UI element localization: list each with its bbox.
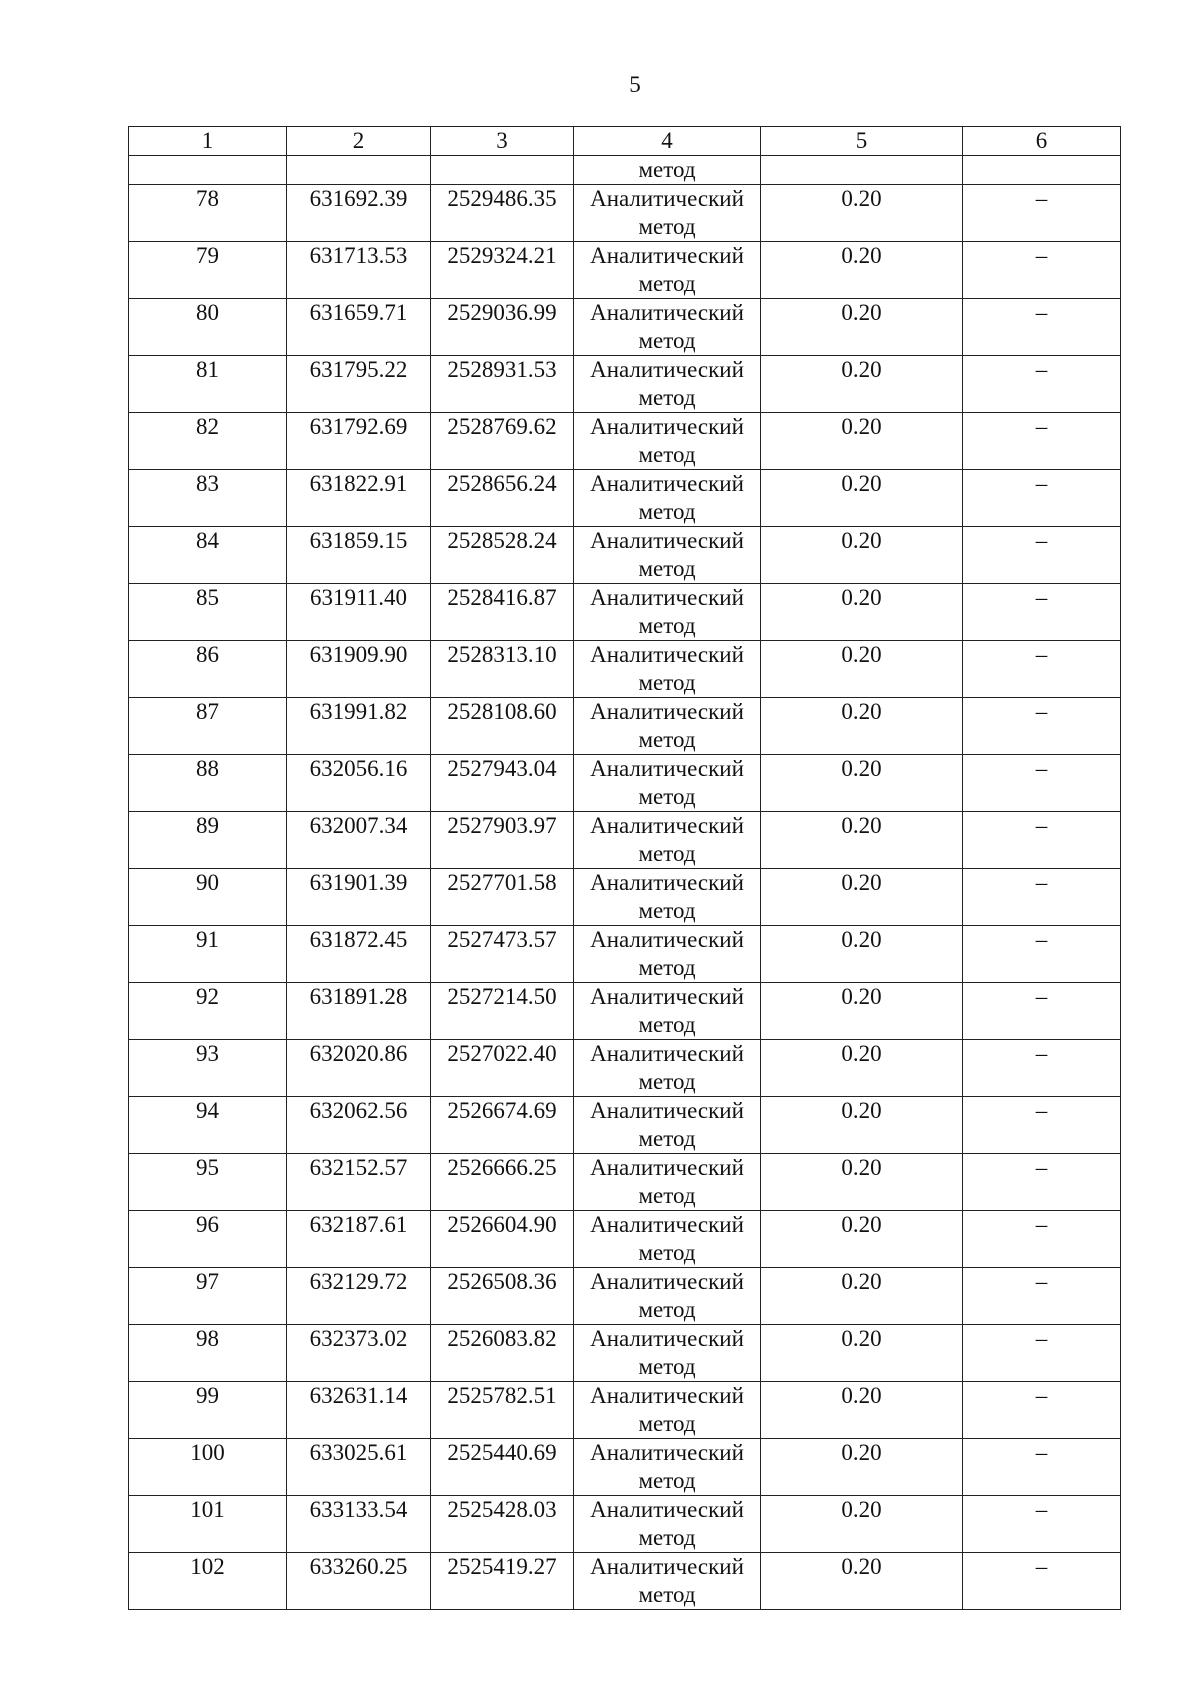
- method-line-2: метод: [638, 385, 696, 410]
- point-number-cell: 89: [129, 812, 287, 869]
- method-cell: [574, 1211, 761, 1268]
- y-coordinate-cell: 2529486.35: [431, 185, 574, 242]
- table-row: [129, 1439, 1121, 1496]
- method-cell: [574, 698, 761, 755]
- x-coordinate-cell: 631991.82: [287, 698, 431, 755]
- method-line-2: метод: [638, 784, 696, 809]
- y-coordinate-cell: 2528769.62: [431, 413, 574, 470]
- x-coordinate-cell: 632373.02: [287, 1325, 431, 1382]
- method-line-2: метод: [638, 1126, 696, 1151]
- y-coordinate-cell: 2526083.82: [431, 1325, 574, 1382]
- method-cell: [574, 470, 761, 527]
- y-coordinate-cell: 2527214.50: [431, 983, 574, 1040]
- y-coordinate-cell: 2525419.27: [431, 1553, 574, 1610]
- description-cell: –: [963, 926, 1121, 983]
- description-cell: –: [963, 470, 1121, 527]
- point-number-cell: 91: [129, 926, 287, 983]
- description-cell: –: [963, 641, 1121, 698]
- table-row: [129, 1211, 1121, 1268]
- method-line-1: Аналитический: [590, 1212, 744, 1237]
- x-coordinate-cell: 632020.86: [287, 1040, 431, 1097]
- method-line-1: Аналитический: [590, 1383, 744, 1408]
- continuation-row: [129, 156, 1121, 185]
- table-row: [129, 527, 1121, 584]
- y-coordinate-cell: 2528656.24: [431, 470, 574, 527]
- x-coordinate-cell: 632062.56: [287, 1097, 431, 1154]
- method-line-1: Аналитический: [590, 699, 744, 724]
- y-coordinate-cell: 2525440.69: [431, 1439, 574, 1496]
- table-row: [129, 983, 1121, 1040]
- point-number-cell: 95: [129, 1154, 287, 1211]
- description-cell: –: [963, 527, 1121, 584]
- method-line-2: метод: [638, 613, 696, 638]
- accuracy-cell: 0.20: [761, 299, 963, 356]
- method-line-2: метод: [638, 841, 696, 866]
- point-number-cell: 92: [129, 983, 287, 1040]
- method-line-2: метод: [638, 1354, 696, 1379]
- x-coordinate-cell: 633133.54: [287, 1496, 431, 1553]
- x-coordinate-cell: 631792.69: [287, 413, 431, 470]
- y-coordinate-cell: 2526666.25: [431, 1154, 574, 1211]
- method-line-2: метод: [638, 1297, 696, 1322]
- method-line-1: Аналитический: [590, 186, 744, 211]
- y-coordinate-cell: 2529324.21: [431, 242, 574, 299]
- description-cell: –: [963, 698, 1121, 755]
- table-row: [129, 1040, 1121, 1097]
- table-cell: [287, 156, 431, 185]
- point-number-cell: 87: [129, 698, 287, 755]
- method-line-2: метод: [638, 1183, 696, 1208]
- x-coordinate-cell: 631911.40: [287, 584, 431, 641]
- point-number-cell: 81: [129, 356, 287, 413]
- header-cell: 4: [574, 127, 761, 156]
- accuracy-cell: 0.20: [761, 1268, 963, 1325]
- method-line-1: Аналитический: [590, 414, 744, 439]
- accuracy-cell: 0.20: [761, 1439, 963, 1496]
- method-line-2: метод: [638, 499, 696, 524]
- header-cell: 3: [431, 127, 574, 156]
- method-line-2: метод: [638, 1582, 696, 1607]
- x-coordinate-cell: 631692.39: [287, 185, 431, 242]
- description-cell: –: [963, 1097, 1121, 1154]
- method-line-2: метод: [638, 214, 696, 239]
- accuracy-cell: 0.20: [761, 869, 963, 926]
- point-number-cell: 94: [129, 1097, 287, 1154]
- method-cell: [574, 242, 761, 299]
- method-line-1: Аналитический: [590, 984, 744, 1009]
- method-cell: [574, 1382, 761, 1439]
- table-row: [129, 812, 1121, 869]
- table-header-row: [129, 127, 1121, 156]
- table-row: [129, 1268, 1121, 1325]
- table-row: [129, 242, 1121, 299]
- method-cell: [574, 1097, 761, 1154]
- accuracy-cell: 0.20: [761, 242, 963, 299]
- method-line-2: метод: [638, 670, 696, 695]
- description-cell: –: [963, 242, 1121, 299]
- description-cell: –: [963, 755, 1121, 812]
- point-number-cell: 102: [129, 1553, 287, 1610]
- header-cell: 2: [287, 127, 431, 156]
- x-coordinate-cell: 632056.16: [287, 755, 431, 812]
- method-line-2: метод: [638, 1525, 696, 1550]
- method-line-2: метод: [638, 556, 696, 581]
- x-coordinate-cell: 631891.28: [287, 983, 431, 1040]
- method-cell: [574, 299, 761, 356]
- method-cell: [574, 527, 761, 584]
- method-cell: [574, 1268, 761, 1325]
- x-coordinate-cell: 631822.91: [287, 470, 431, 527]
- description-cell: –: [963, 584, 1121, 641]
- description-cell: –: [963, 983, 1121, 1040]
- point-number-cell: 83: [129, 470, 287, 527]
- method-cell: [574, 983, 761, 1040]
- x-coordinate-cell: 632129.72: [287, 1268, 431, 1325]
- accuracy-cell: 0.20: [761, 413, 963, 470]
- y-coordinate-cell: 2526674.69: [431, 1097, 574, 1154]
- point-number-cell: 84: [129, 527, 287, 584]
- coordinates-table: [128, 126, 1121, 1610]
- table-row: [129, 1496, 1121, 1553]
- accuracy-cell: 0.20: [761, 812, 963, 869]
- method-line-1: Аналитический: [590, 1497, 744, 1522]
- method-line-2: метод: [638, 1240, 696, 1265]
- table-row: [129, 413, 1121, 470]
- description-cell: –: [963, 1439, 1121, 1496]
- x-coordinate-cell: 631859.15: [287, 527, 431, 584]
- method-cell: [574, 413, 761, 470]
- accuracy-cell: 0.20: [761, 1496, 963, 1553]
- method-line-1: Аналитический: [590, 1041, 744, 1066]
- table-row: [129, 869, 1121, 926]
- x-coordinate-cell: 632152.57: [287, 1154, 431, 1211]
- method-line-1: Аналитический: [590, 813, 744, 838]
- method-cell: [574, 1553, 761, 1610]
- method-line-1: Аналитический: [590, 243, 744, 268]
- description-cell: –: [963, 1211, 1121, 1268]
- header-cell: 5: [761, 127, 963, 156]
- method-cell: [574, 1439, 761, 1496]
- accuracy-cell: 0.20: [761, 755, 963, 812]
- point-number-cell: 93: [129, 1040, 287, 1097]
- table-row: [129, 584, 1121, 641]
- table-row: [129, 185, 1121, 242]
- y-coordinate-cell: 2528416.87: [431, 584, 574, 641]
- x-coordinate-cell: 631901.39: [287, 869, 431, 926]
- y-coordinate-cell: 2528528.24: [431, 527, 574, 584]
- table-row: [129, 755, 1121, 812]
- method-line-2: метод: [638, 1411, 696, 1436]
- table-cell: [761, 156, 963, 185]
- accuracy-cell: 0.20: [761, 983, 963, 1040]
- method-line-1: Аналитический: [590, 642, 744, 667]
- method-cell: [574, 584, 761, 641]
- header-cell: 1: [129, 127, 287, 156]
- method-cell: [574, 812, 761, 869]
- point-number-cell: 85: [129, 584, 287, 641]
- header-cell: 6: [963, 127, 1121, 156]
- method-line-1: Аналитический: [590, 1155, 744, 1180]
- point-number-cell: 78: [129, 185, 287, 242]
- method-line-2: метод: [638, 1012, 696, 1037]
- y-coordinate-cell: 2528931.53: [431, 356, 574, 413]
- accuracy-cell: 0.20: [761, 1211, 963, 1268]
- method-line-1: Аналитический: [590, 585, 744, 610]
- method-line-1: Аналитический: [590, 1440, 744, 1465]
- method-line-1: Аналитический: [590, 927, 744, 952]
- method-cell: [574, 641, 761, 698]
- table-row: [129, 356, 1121, 413]
- accuracy-cell: 0.20: [761, 641, 963, 698]
- method-cell: [574, 1325, 761, 1382]
- table-row: [129, 698, 1121, 755]
- method-line-1: Аналитический: [590, 1554, 744, 1579]
- method-cell: [574, 869, 761, 926]
- point-number-cell: 96: [129, 1211, 287, 1268]
- x-coordinate-cell: 632187.61: [287, 1211, 431, 1268]
- point-number-cell: 82: [129, 413, 287, 470]
- description-cell: –: [963, 299, 1121, 356]
- accuracy-cell: 0.20: [761, 1553, 963, 1610]
- method-line-2: метод: [638, 328, 696, 353]
- table-cell: [963, 156, 1121, 185]
- y-coordinate-cell: 2525428.03: [431, 1496, 574, 1553]
- y-coordinate-cell: 2526508.36: [431, 1268, 574, 1325]
- page-number: 5: [629, 72, 641, 97]
- table-row: [129, 1097, 1121, 1154]
- y-coordinate-cell: 2529036.99: [431, 299, 574, 356]
- table-row: [129, 1382, 1121, 1439]
- point-number-cell: 98: [129, 1325, 287, 1382]
- method-line-2: метод: [638, 898, 696, 923]
- y-coordinate-cell: 2525782.51: [431, 1382, 574, 1439]
- accuracy-cell: 0.20: [761, 1154, 963, 1211]
- point-number-cell: 99: [129, 1382, 287, 1439]
- method-line-1: Аналитический: [590, 471, 744, 496]
- point-number-cell: 86: [129, 641, 287, 698]
- description-cell: –: [963, 1553, 1121, 1610]
- method-line-1: Аналитический: [590, 528, 744, 553]
- method-line-1: Аналитический: [590, 1098, 744, 1123]
- method-cell: [574, 1496, 761, 1553]
- description-cell: –: [963, 356, 1121, 413]
- x-coordinate-cell: 633025.61: [287, 1439, 431, 1496]
- x-coordinate-cell: 631872.45: [287, 926, 431, 983]
- point-number-cell: 97: [129, 1268, 287, 1325]
- accuracy-cell: 0.20: [761, 1097, 963, 1154]
- method-cell: [574, 926, 761, 983]
- method-line-2: метод: [638, 1069, 696, 1094]
- method-line-2: метод: [638, 727, 696, 752]
- method-cell: [574, 356, 761, 413]
- y-coordinate-cell: 2527701.58: [431, 869, 574, 926]
- x-coordinate-cell: 631713.53: [287, 242, 431, 299]
- accuracy-cell: 0.20: [761, 584, 963, 641]
- accuracy-cell: 0.20: [761, 356, 963, 413]
- y-coordinate-cell: 2528108.60: [431, 698, 574, 755]
- method-line-1: Аналитический: [590, 756, 744, 781]
- method-cell: [574, 755, 761, 812]
- table-row: [129, 299, 1121, 356]
- point-number-cell: 88: [129, 755, 287, 812]
- accuracy-cell: 0.20: [761, 470, 963, 527]
- description-cell: –: [963, 812, 1121, 869]
- x-coordinate-cell: 633260.25: [287, 1553, 431, 1610]
- method-line-2: метод: [638, 1468, 696, 1493]
- method-line-1: Аналитический: [590, 1269, 744, 1294]
- method-line-2: метод: [638, 955, 696, 980]
- accuracy-cell: 0.20: [761, 926, 963, 983]
- method-line-2: метод: [638, 271, 696, 296]
- point-number-cell: 90: [129, 869, 287, 926]
- description-cell: –: [963, 1325, 1121, 1382]
- method-line-2: метод: [638, 442, 696, 467]
- description-cell: –: [963, 1268, 1121, 1325]
- table-row: [129, 1553, 1121, 1610]
- table-row: [129, 470, 1121, 527]
- method-line-1: Аналитический: [590, 1326, 744, 1351]
- table-row: [129, 926, 1121, 983]
- y-coordinate-cell: 2527022.40: [431, 1040, 574, 1097]
- table-cell: метод: [574, 156, 761, 185]
- accuracy-cell: 0.20: [761, 527, 963, 584]
- point-number-cell: 79: [129, 242, 287, 299]
- point-number-cell: 100: [129, 1439, 287, 1496]
- table-row: [129, 1154, 1121, 1211]
- method-line-1: Аналитический: [590, 870, 744, 895]
- x-coordinate-cell: 631659.71: [287, 299, 431, 356]
- description-cell: –: [963, 1040, 1121, 1097]
- description-cell: –: [963, 1496, 1121, 1553]
- method-line-1: Аналитический: [590, 357, 744, 382]
- accuracy-cell: 0.20: [761, 698, 963, 755]
- method-line-1: Аналитический: [590, 300, 744, 325]
- point-number-cell: 80: [129, 299, 287, 356]
- x-coordinate-cell: 631795.22: [287, 356, 431, 413]
- point-number-cell: 101: [129, 1496, 287, 1553]
- accuracy-cell: 0.20: [761, 185, 963, 242]
- description-cell: –: [963, 185, 1121, 242]
- table-row: [129, 641, 1121, 698]
- method-cell: [574, 185, 761, 242]
- description-cell: –: [963, 1154, 1121, 1211]
- table-cell: [129, 156, 287, 185]
- method-cell: [574, 1040, 761, 1097]
- x-coordinate-cell: 632007.34: [287, 812, 431, 869]
- y-coordinate-cell: 2527943.04: [431, 755, 574, 812]
- description-cell: –: [963, 413, 1121, 470]
- table-cell: [431, 156, 574, 185]
- accuracy-cell: 0.20: [761, 1325, 963, 1382]
- x-coordinate-cell: 631909.90: [287, 641, 431, 698]
- description-cell: –: [963, 869, 1121, 926]
- table-row: [129, 1325, 1121, 1382]
- y-coordinate-cell: 2528313.10: [431, 641, 574, 698]
- method-cell: [574, 1154, 761, 1211]
- y-coordinate-cell: 2526604.90: [431, 1211, 574, 1268]
- x-coordinate-cell: 632631.14: [287, 1382, 431, 1439]
- accuracy-cell: 0.20: [761, 1382, 963, 1439]
- y-coordinate-cell: 2527473.57: [431, 926, 574, 983]
- y-coordinate-cell: 2527903.97: [431, 812, 574, 869]
- accuracy-cell: 0.20: [761, 1040, 963, 1097]
- description-cell: –: [963, 1382, 1121, 1439]
